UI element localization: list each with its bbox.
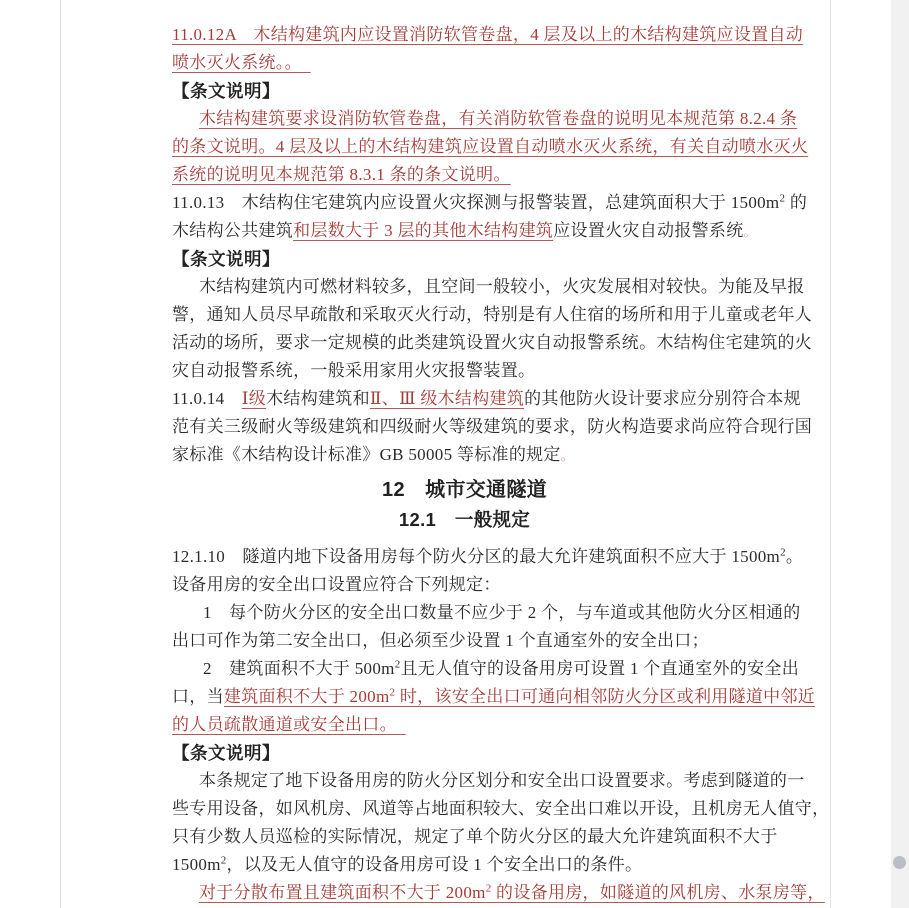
- revision-text: 喷水灭火系统。。: [172, 53, 311, 72]
- chapter-heading: 12 城市交通隧道: [382, 479, 547, 501]
- text-line: 木结构建筑内可燃材料较多，且空间一般较小，火灾发展相对较快。为能及早报: [199, 277, 805, 296]
- text-line: 范有关三级耐火等级建筑和四级耐火等级建筑的要求，防火构造要求尚应符合现行国: [172, 417, 813, 436]
- text-line: [172, 133, 809, 161]
- revision-text: 建筑面积不大于 $200m^2$ 时，该安全出口可通向相邻防火分区或利用隧道中邻近: [223, 686, 816, 706]
- explanation-label-text: 【条文说明】: [172, 249, 280, 269]
- revision-text: 的人员疏散通道或安全出口。: [172, 715, 406, 734]
- revision-text: 的条文说明。4 层及以上的木结构建筑应设置自动喷水灭火系统，有关自动喷水灭火: [172, 137, 809, 156]
- text-line: 木结构公共建筑和层数大于 3 层的其他木结构建筑应设置火灾自动报警系统。: [172, 221, 757, 240]
- text-line: 1 每个防火分区的安全出口数量不应少于 2 个，与车道或其他防火分区相通的: [203, 603, 801, 622]
- text-line: $1500m^2$，以及无人值守的设备用房可设 1 个安全出口的条件。: [172, 854, 643, 874]
- text-line: [172, 161, 757, 189]
- revision-text: 木结构建筑要求设消防软管卷盘，有关消防软管卷盘的说明见本规范第 8.2.4 条: [199, 109, 798, 128]
- text-line: [172, 711, 757, 739]
- explanation-label: [172, 245, 757, 273]
- page-left-edge: [60, 0, 61, 908]
- revision-text: Ⅱ、Ⅲ 级木结构建筑: [369, 389, 525, 408]
- explanation-label: [172, 739, 757, 767]
- text-line: 本条规定了地下设备用房的防火分区划分和安全出口设置要求。考虑到隧道的一: [199, 771, 805, 790]
- section-heading: 12.1 一般规定: [398, 509, 531, 530]
- text-line: 口，当建筑面积不大于 $200m^2$ 时，该安全出口可通向相邻防火分区或利用隧道中邻近: [172, 686, 816, 706]
- revision-text: 和层数大于 3 层的其他木结构建筑: [293, 221, 554, 240]
- document-page: [172, 21, 830, 907]
- revision-text: Ⅰ级: [241, 389, 267, 408]
- text-line: [172, 49, 757, 77]
- text-line: [172, 879, 825, 907]
- explanation-label-text: 【条文说明】: [172, 743, 280, 763]
- text-line: 家标准《木结构设计标准》GB 50005 等标准的规定。: [172, 445, 574, 464]
- scrollbar-track[interactable]: [891, 0, 909, 908]
- scrollbar-thumb[interactable]: [893, 856, 906, 869]
- text-line: 12.1.10 隧道内地下设备用房每个防火分区的最大允许建筑面积不应大于 $1500m^2$。: [172, 546, 804, 566]
- text-line: 11.0.14 Ⅰ级木结构建筑和Ⅱ、Ⅲ 级木结构建筑的其他防火设计要求应分别符合本规: [172, 389, 801, 408]
- text-line: 灾自动报警系统，一般采用家用火灾报警装置。: [172, 361, 536, 380]
- text-line: 设备用房的安全出口设置应符合下列规定：: [172, 575, 501, 594]
- text-line: 些专用设备，如风机房、风道等占地面积较大、安全出口难以开设，且机房无人值守，: [172, 799, 830, 818]
- text-line: [172, 105, 798, 133]
- text-line: 只有少数人员巡检的实际情况，规定了单个防火分区的最大允许建筑面积不大于: [172, 827, 778, 846]
- revision-text: 11.0.12A 木结构建筑内应设置消防软管卷盘，4 层及以上的木结构建筑应设置自动: [172, 25, 804, 44]
- text-line: 活动的场所，要求一定规模的此类建筑设置火灾自动报警系统。木结构住宅建筑的火: [172, 333, 813, 352]
- text-line: 2 建筑面积不大于 $500m^2$且无人值守的设备用房可设置 1 个直通室外的安全出: [203, 658, 799, 678]
- text-line: 出口可作为第二安全出口，但必须至少设置 1 个直通室外的安全出口；: [172, 631, 709, 650]
- page-right-edge: [830, 0, 831, 908]
- explanation-label-text: 【条文说明】: [172, 81, 280, 101]
- text-line: 警，通知人员尽早疏散和采取灭火行动，特别是有人住宿的场所和用于儿童或老年人: [172, 305, 813, 324]
- text-line: 11.0.13 木结构住宅建筑内应设置火灾探测与报警装置，总建筑面积大于 $1500m^2$ 的: [172, 192, 808, 212]
- revision-text: 对于分散布置且建筑面积不大于 $200m^2$ 的设备用房，如隧道的风机房、水泵房等，: [199, 882, 825, 902]
- revision-text: 系统的说明见本规范第 8.3.1 条的条文说明。: [172, 165, 511, 184]
- explanation-label: [172, 77, 757, 105]
- text-line: [172, 21, 804, 49]
